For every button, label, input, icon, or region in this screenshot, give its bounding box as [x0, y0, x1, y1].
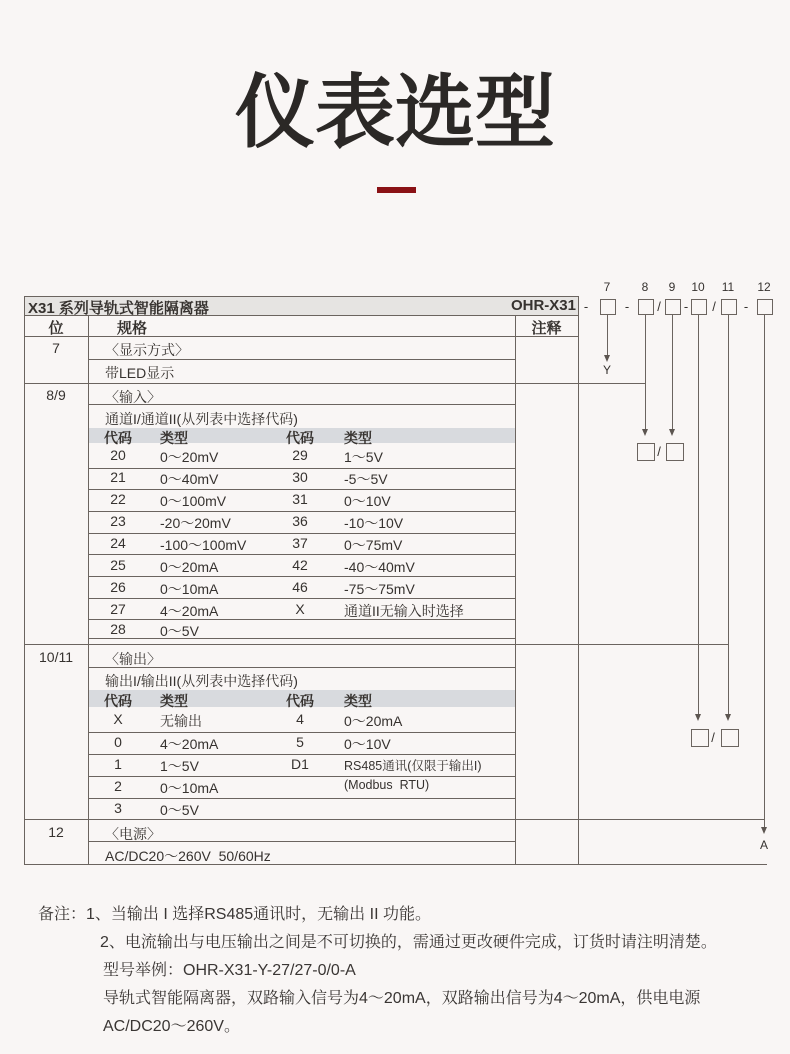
divider-under-header — [24, 336, 578, 337]
type-cell: 0～10mA — [160, 581, 219, 597]
slash-separator: / — [711, 730, 715, 745]
type-header-1: 类型 — [160, 693, 188, 709]
code-cell: 30 — [292, 469, 308, 485]
arrow-down-icon — [725, 714, 731, 721]
digit-box-8 — [638, 299, 654, 315]
code-cell: 20 — [110, 447, 126, 463]
table-border-left — [24, 296, 25, 864]
header-spec: 规格 — [117, 320, 148, 337]
code-cell: 1 — [114, 756, 122, 772]
table-border-right — [578, 296, 579, 864]
arrow-down-icon — [761, 827, 767, 834]
code-header-2: 代码 — [286, 693, 314, 709]
row-line — [88, 576, 515, 577]
display-title: 〈显示方式〉 — [105, 342, 189, 358]
input-subtitle: 通道I/通道II(从列表中选择代码) — [105, 411, 298, 427]
type-cell: 0～20mV — [160, 449, 219, 465]
type-cell: -100～100mV — [160, 537, 247, 553]
code-cell: 27 — [110, 601, 126, 617]
arrow-down-icon — [669, 429, 675, 436]
digit-label-11: 11 — [721, 280, 735, 294]
code-cell: 29 — [292, 447, 308, 463]
connector-extension-1011 — [578, 819, 764, 820]
type-cell: 0～100mV — [160, 493, 227, 509]
arrow-down-icon — [642, 429, 648, 436]
type-cell: (Modbus RTU) — [344, 778, 430, 792]
notes-text-1: 1、当输出 I 选择RS485通讯时，无输出 II 功能。 — [86, 906, 431, 923]
connector-line-7 — [607, 314, 608, 356]
type-cell: 通道II无输入时选择 — [344, 603, 464, 619]
code-cell: 36 — [292, 513, 308, 529]
code-cell: 42 — [292, 557, 308, 573]
type-cell: -75～75mV — [344, 581, 415, 597]
code-cell: 37 — [292, 535, 308, 551]
digit-label-12: 12 — [757, 280, 771, 294]
type-header-2: 类型 — [344, 693, 372, 709]
notes-line-5: AC/DC20～260V。 — [103, 1018, 240, 1035]
pos-7: 7 — [52, 340, 60, 356]
slash-separator: / — [657, 299, 661, 314]
code-cell: 0 — [114, 734, 122, 750]
notes-line-1 — [38, 901, 431, 924]
digit-box-12 — [757, 299, 773, 315]
code-header-1: 代码 — [104, 693, 132, 709]
code-cell: 25 — [110, 557, 126, 573]
code-cell: X — [295, 601, 305, 617]
digit-label-8: 8 — [641, 280, 649, 294]
display-code-value: Y — [602, 363, 611, 377]
model-example: 型号举例：OHR-X31-Y-27/27-0/0-A — [103, 962, 356, 979]
type-header-1: 类型 — [160, 430, 188, 446]
divider-section-7 — [24, 383, 578, 384]
code-cell: 22 — [110, 491, 126, 507]
arrow-down-icon — [604, 355, 610, 362]
type-cell: 1～5V — [160, 758, 199, 774]
type-cell: 无输出 — [160, 713, 202, 729]
code-cell: 5 — [296, 734, 304, 750]
arrow-down-icon — [695, 714, 701, 721]
pos-12: 12 — [48, 824, 64, 840]
row-line — [88, 754, 515, 755]
connector-extension-89 — [578, 644, 728, 645]
digit-label-9: 9 — [668, 280, 676, 294]
power-title: 〈电源〉 — [105, 826, 161, 842]
slash-separator: / — [657, 444, 661, 459]
code-cell: X — [113, 711, 123, 727]
type-cell: -20～20mV — [160, 515, 231, 531]
type-cell: 0～20mA — [344, 713, 403, 729]
dash-separator: - — [624, 299, 630, 314]
row-line — [88, 511, 515, 512]
type-cell: 0～75mV — [344, 537, 403, 553]
type-cell: 0～10mA — [160, 780, 219, 796]
digit-box-10 — [691, 299, 707, 315]
divider-spec-note — [515, 315, 516, 864]
type-cell: RS485通讯(仅限于输出I) — [344, 759, 482, 773]
type-cell: 0～5V — [160, 802, 199, 818]
input-title: 〈输入〉 — [105, 389, 161, 405]
type-cell: 1～5V — [344, 449, 383, 465]
model-prefix: OHR-X31 — [510, 297, 576, 314]
divider-section-1011 — [24, 819, 578, 820]
code-cell: 21 — [110, 469, 126, 485]
code-cell: 31 — [292, 491, 308, 507]
dash-separator: - — [583, 299, 589, 314]
code-cell: 3 — [114, 800, 122, 816]
code-header-2: 代码 — [286, 430, 314, 446]
input-code-box-2 — [666, 443, 684, 461]
row-line — [88, 798, 515, 799]
connector-line-11 — [728, 314, 729, 715]
type-cell: 0～40mV — [160, 471, 219, 487]
type-cell: -10～10V — [344, 515, 404, 531]
code-cell: 24 — [110, 535, 126, 551]
power-value: AC/DC20～260V 50/60Hz — [105, 848, 271, 864]
divider-section-89 — [24, 644, 578, 645]
output-code-box-2 — [721, 729, 739, 747]
digit-label-7: 7 — [603, 280, 611, 294]
page-title: 仪表选型 — [235, 68, 555, 157]
code-cell: 46 — [292, 579, 308, 595]
row-line — [88, 533, 515, 534]
connector-line-8 — [645, 314, 646, 430]
power-code-value: A — [759, 838, 768, 852]
type-cell: 4～20mA — [160, 736, 219, 752]
slash-separator: / — [712, 299, 716, 314]
pos-1011: 10/11 — [39, 649, 73, 665]
pos-89: 8/9 — [46, 387, 66, 403]
digit-box-9 — [665, 299, 681, 315]
connector-line-12 — [764, 314, 765, 828]
display-value: 带LED显示 — [105, 365, 175, 381]
series-label: X31 系列导轨式智能隔离器 — [28, 300, 209, 317]
header-note: 注释 — [531, 320, 562, 337]
header-pos: 位 — [48, 320, 64, 337]
row-line — [88, 554, 515, 555]
code-cell: 2 — [114, 778, 122, 794]
type-cell: 0～5V — [160, 623, 199, 639]
digit-box-7 — [600, 299, 616, 315]
row-line — [88, 638, 515, 639]
type-cell: -5～5V — [344, 471, 388, 487]
code-cell: D1 — [291, 756, 309, 772]
notes-line-4: 导轨式智能隔离器，双路输入信号为4～20mA，双路输出信号为4～20mA，供电电源 — [103, 990, 701, 1007]
row-line — [88, 732, 515, 733]
code-cell: 28 — [110, 621, 126, 637]
type-header-2: 类型 — [344, 430, 372, 446]
code-cell: 23 — [110, 513, 126, 529]
row-line — [88, 489, 515, 490]
code-header-1: 代码 — [104, 430, 132, 446]
output-subtitle: 输出I/输出II(从列表中选择代码) — [105, 673, 298, 689]
code-cell: 4 — [296, 711, 304, 727]
type-cell: 0～20mA — [160, 559, 219, 575]
digit-label-10: 10 — [691, 280, 705, 294]
output-title: 〈输出〉 — [105, 651, 161, 667]
connector-line-9 — [672, 314, 673, 430]
digit-box-11 — [721, 299, 737, 315]
dash-separator: - — [683, 299, 689, 314]
connector-line-10 — [698, 314, 699, 715]
type-cell: 0～10V — [344, 493, 391, 509]
notes-line-2: 2、电流输出与电压输出之间是不可切换的，需通过更改硬件完成，订货时请注明清楚。 — [100, 934, 717, 951]
notes-label: 备注： — [38, 906, 87, 923]
row-line — [88, 598, 515, 599]
dash-separator: - — [743, 299, 749, 314]
connector-extension-7 — [578, 383, 645, 384]
code-cell: 26 — [110, 579, 126, 595]
type-cell: 0～10V — [344, 736, 391, 752]
type-cell: 4～20mA — [160, 603, 219, 619]
row-line — [88, 776, 515, 777]
title-underline — [377, 187, 416, 193]
type-cell: -40～40mV — [344, 559, 415, 575]
